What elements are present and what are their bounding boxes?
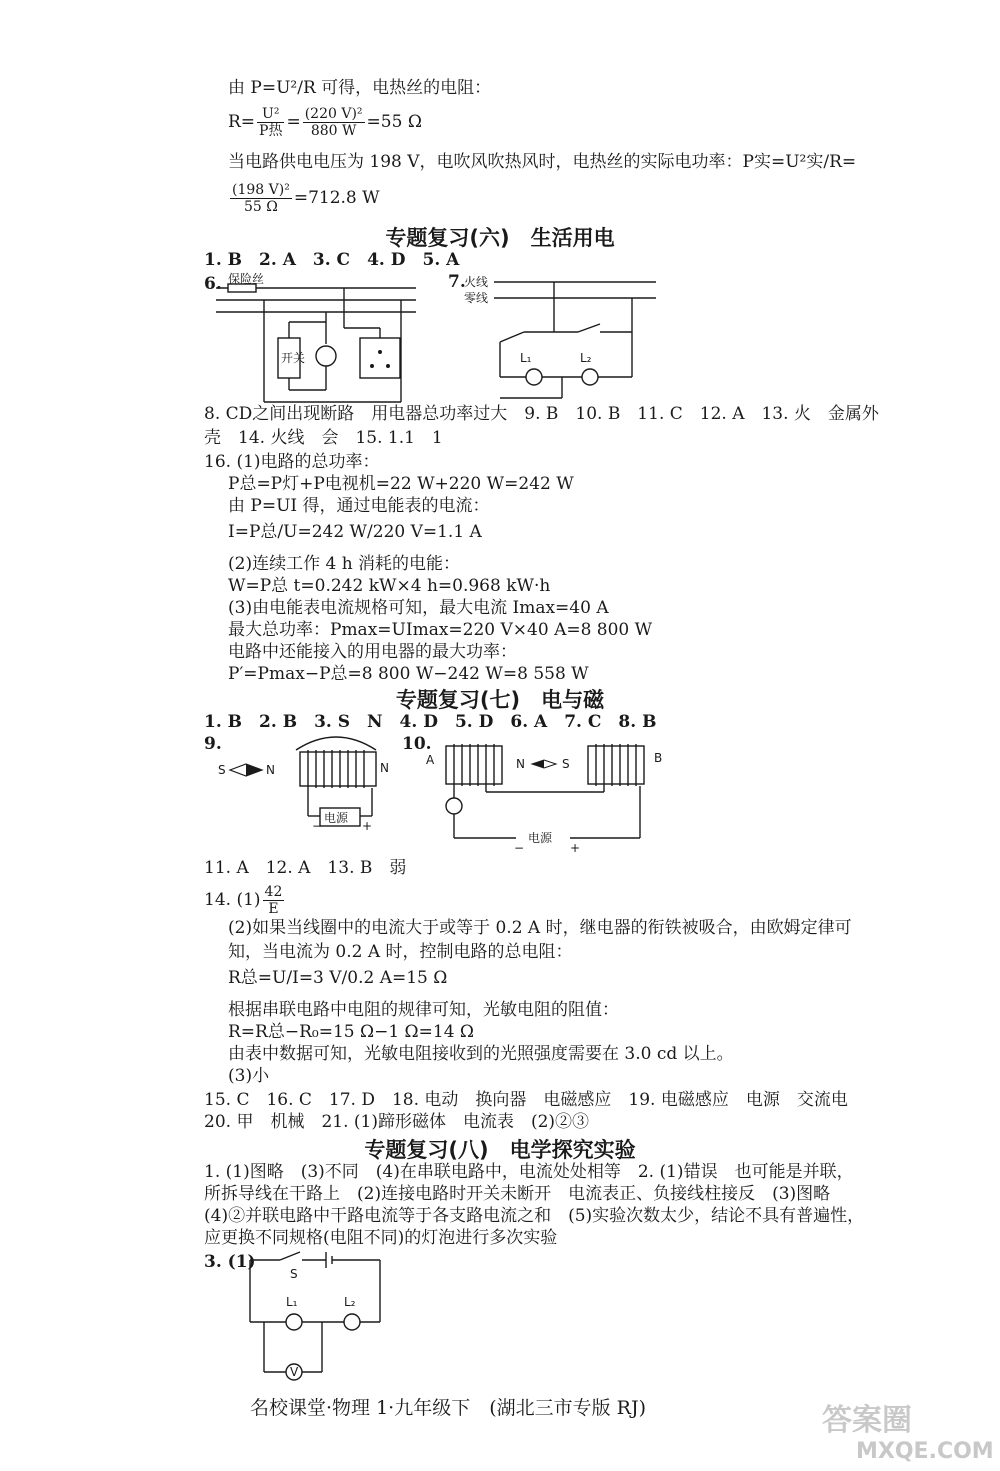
- q16-line-4: I=P总/U=242 W/220 V=1.1 A: [228, 522, 482, 542]
- q14-line-4: 根据串联电路中电阻的规律可知，光敏电阻的阻值：: [228, 1000, 619, 1020]
- answers-13-15: 壳 14. 火线 会 15. 1.1 1: [204, 428, 443, 448]
- section-title-6: 专题复习(六) 生活用电: [385, 226, 615, 250]
- q10-number: 10.: [402, 734, 432, 754]
- actual-power-line: 当电路供电电压为 198 V，电吹风吹热风时，电热丝的实际电功率：P实=U²实/R=: [228, 152, 857, 172]
- formula-result: =712.8 W: [293, 188, 380, 209]
- fraction-denominator: 880 W: [310, 123, 357, 140]
- svg-text:答案圈: 答案圈: [822, 1403, 912, 1438]
- q7-lamp1-label: L₁: [520, 351, 532, 365]
- power-formula: [228, 182, 380, 215]
- section-title-8: 专题复习(八) 电学探究实验: [364, 1138, 636, 1162]
- fraction-numerator: (220 V)²: [304, 106, 363, 122]
- q7-number: 7.: [448, 272, 466, 292]
- fraction: [257, 106, 284, 139]
- q3-lamp1-label: L₁: [286, 1295, 298, 1309]
- q7-wiring-diagram: [460, 270, 660, 410]
- fraction-numerator: U²: [257, 106, 284, 123]
- fraction-numerator: (198 V)²: [232, 182, 290, 198]
- answers-20-21: 20. 甲 机械 21. (1)蹄形磁体 电流表 (2)②③: [204, 1112, 590, 1132]
- equals-sign: =: [286, 112, 301, 133]
- q16-line-8: 最大总功率：Pmax=UImax=220 V×40 A=8 800 W: [228, 620, 653, 640]
- q9-compass-s-label: S: [218, 763, 226, 777]
- answers-11-13: 11. A 12. A 13. B 弱: [204, 858, 407, 878]
- q7-neutral-wire-label: 零线: [464, 291, 489, 305]
- section-title-7: 专题复习(七) 电与磁: [395, 688, 605, 712]
- q16-line-6: W=P总 t=0.242 kW×4 h=0.968 kW·h: [228, 576, 551, 596]
- q9-number: 9.: [204, 734, 222, 754]
- formula-result: =55 Ω: [366, 112, 422, 133]
- q3-circuit-diagram: [240, 1250, 410, 1385]
- q16-line-9: 电路中还能接入的用电器的最大功率：: [228, 642, 517, 662]
- q10-power-source-label: 电源: [528, 831, 553, 845]
- q14-line-3: R总=U/I=3 V/0.2 A=15 Ω: [228, 968, 448, 988]
- sec8-line-3: (4)②并联电路中干路电流等于各支路电流之和 (5)实验次数太少，结论不具有普遍性，: [204, 1206, 865, 1226]
- intro-line: 由 P=U²/R 可得，电热丝的电阻：: [228, 78, 492, 98]
- q14-line-1: (2)如果当线圈中的电流大于或等于 0.2 A 时，继电器的衔铁被吸合，由欧姆定律可: [228, 918, 852, 938]
- page-footer: 名校课堂·物理 1·九年级下 (湖北三市专版 RJ): [250, 1397, 646, 1419]
- sec8-line-1: 1. (1)图略 (3)不同 (4)在串联电路中，电流处处相等 2. (1)错误 也可能是并联，: [204, 1162, 854, 1182]
- q16-line-7: (3)由电能表电流规格可知，最大电流 Imax=40 A: [228, 598, 609, 618]
- fraction: [303, 106, 365, 139]
- q9-compass-n-label: N: [266, 763, 275, 777]
- svg-text:MXQE.COM: MXQE.COM: [856, 1439, 994, 1464]
- q7-lamp2-label: L₂: [580, 351, 592, 365]
- sec8-line-4: 应更换不同规格(电阻不同)的灯泡进行多次实验: [204, 1228, 558, 1248]
- answers-1-8: 1. B 2. B 3. S N 4. D 5. D 6. A 7. C 8. B: [204, 712, 657, 732]
- q9-coil-n-label: N: [380, 761, 389, 775]
- fraction: [263, 884, 285, 917]
- fraction-denominator: 55 Ω: [243, 199, 278, 216]
- q14-line-2: 知，当电流为 0.2 A 时，控制电路的总电阻：: [228, 942, 573, 962]
- q16-line-5: (2)连续工作 4 h 消耗的电能：: [228, 554, 461, 574]
- q10-plus-terminal: +: [570, 841, 581, 855]
- watermark-logo: [816, 1396, 994, 1464]
- q9-power-source-label: 电源: [324, 811, 349, 825]
- q6-fuse-label: 保险丝: [228, 272, 265, 286]
- fraction: [230, 182, 292, 215]
- q3-number: 3. (1): [204, 1252, 256, 1272]
- formula-lhs: R=: [228, 112, 256, 133]
- q16-line-1: 16. (1)电路的总功率：: [204, 452, 380, 472]
- q10-minus-terminal: −: [514, 841, 525, 855]
- q9-plus-terminal: +: [362, 819, 373, 833]
- q6-wiring-diagram: [216, 272, 426, 412]
- answers-1-5: 1. B 2. A 3. C 4. D 5. A: [204, 250, 460, 270]
- q3-switch-label: S: [290, 1267, 298, 1281]
- q16-line-10: P′=Pmax−P总=8 800 W−242 W=8 558 W: [228, 664, 589, 684]
- q10-b-label: B: [654, 751, 663, 765]
- fraction-denominator: P热: [259, 123, 283, 140]
- q9-minus-terminal: −: [312, 819, 323, 833]
- q10-compass-n-label: N: [516, 757, 525, 771]
- sec8-line-2: 所拆导线在干路上 (2)连接电路时开关未断开 电流表正、负接线柱接反 (3)图略: [204, 1184, 831, 1204]
- q3-lamp2-label: L₂: [344, 1295, 356, 1309]
- answers-15-19: 15. C 16. C 17. D 18. 电动 换向器 电磁感应 19. 电磁感应 电源 交流电: [204, 1090, 848, 1110]
- q10-compass-s-label: S: [562, 757, 570, 771]
- q14-line-5: R=R总−R₀=15 Ω−1 Ω=14 Ω: [228, 1022, 475, 1042]
- q14-line-6: 由表中数据可知，光敏电阻接收到的光照强度需要在 3.0 cd 以上。: [228, 1044, 734, 1064]
- q6-switch-label: 开关: [281, 351, 306, 365]
- q10-electromagnet-diagram: [420, 736, 670, 856]
- answers-8-13: 8. CD之间出现断路 用电器总功率过大 9. B 10. B 11. C 12. A 13. 火 金属外: [204, 404, 879, 424]
- q14-line-7: (3)小: [228, 1066, 270, 1086]
- q14-part-1: [204, 884, 286, 917]
- q14-label: 14. (1): [204, 890, 261, 911]
- q16-line-2: P总=P灯+P电视机=22 W+220 W=242 W: [228, 474, 574, 494]
- q16-line-3: 由 P=UI 得，通过电能表的电流：: [228, 496, 490, 516]
- fraction-denominator: E: [268, 901, 279, 918]
- q9-electromagnet-diagram: [216, 730, 389, 840]
- q3-voltmeter-label: V: [290, 1365, 299, 1379]
- q10-a-label: A: [426, 753, 435, 767]
- q6-number: 6.: [204, 274, 222, 294]
- resistance-formula: [228, 106, 422, 139]
- fraction-numerator: 42: [264, 884, 283, 900]
- q7-live-wire-label: 火线: [464, 275, 489, 289]
